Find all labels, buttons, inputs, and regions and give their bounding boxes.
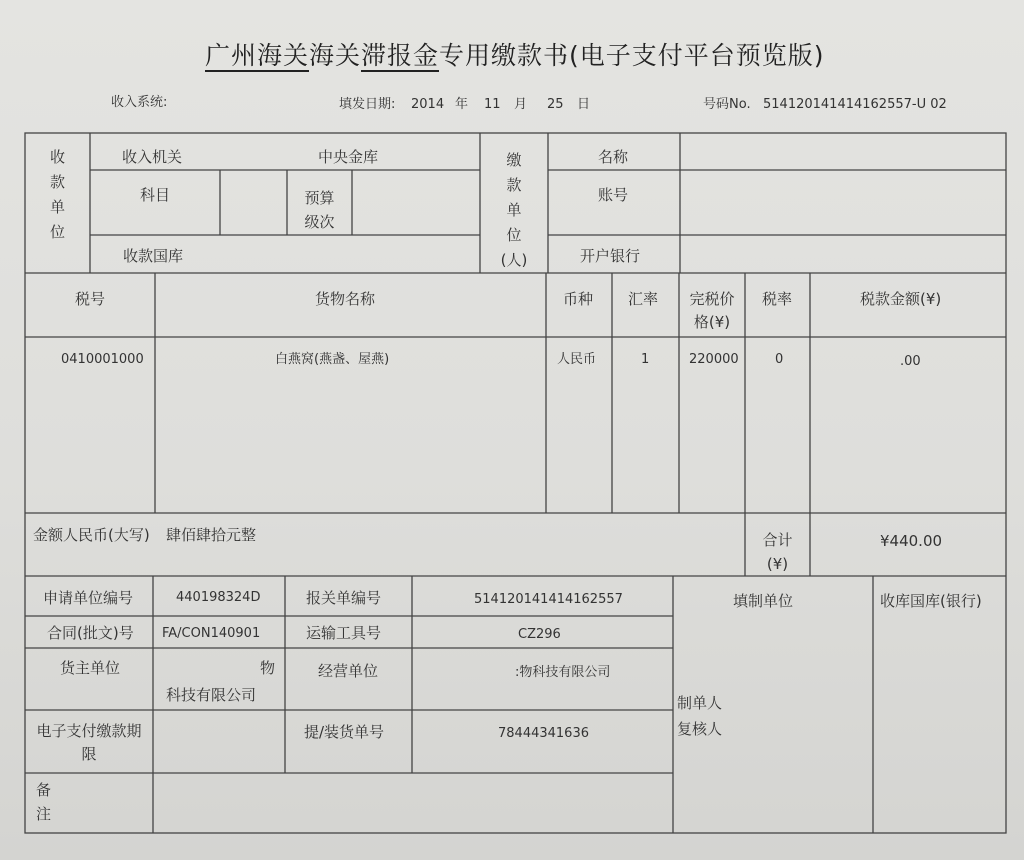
amount-words: 肆佰肆拾元整 [166, 526, 257, 544]
day-unit: 日 [577, 97, 591, 112]
owner-label: 货主单位 [60, 659, 121, 677]
fill-date-label: 填发日期: [339, 97, 396, 112]
title-form-name: 专用缴款书(电子支付平台预览版) [439, 41, 825, 70]
row-exchange-rate: 1 [641, 352, 650, 367]
row-currency: 人民币 [557, 352, 597, 367]
preparer-label: 制单人 [677, 694, 723, 712]
declaration-no-label: 报关单编号 [306, 589, 382, 607]
fill-date-month: 11 [484, 97, 501, 112]
year-unit: 年 [455, 97, 469, 112]
header-exchange-rate: 汇率 [628, 290, 659, 308]
fill-date-year: 2014 [411, 97, 445, 112]
header-tax-amount: 税款金额(¥) [860, 290, 942, 308]
applicant-code: 440198324D [176, 590, 261, 605]
treasury-label: 收款国库 [123, 247, 184, 265]
declaration-no: 514120141414162557 [474, 592, 623, 607]
row-tax-amount: .00 [900, 354, 921, 369]
amount-words-label: 金额人民币(大写) [33, 526, 150, 544]
deadline-label: 电子支付缴款期 限 [36, 722, 142, 763]
income-system-label: 收入系统: [111, 95, 168, 110]
remarks-label: 备 注 [36, 781, 52, 823]
reviewer-label: 复核人 [677, 720, 723, 738]
contract-no: FA/CON140901 [162, 626, 261, 641]
payee-section-label: 收 款 单 位 [49, 148, 65, 241]
header-tax-code: 税号 [75, 290, 106, 308]
owner-line2: 科技有限公司 [166, 686, 257, 704]
row-tax-code: 0410001000 [61, 352, 144, 367]
number-label: 号码No. [703, 97, 751, 112]
payer-account-label: 账号 [598, 186, 629, 204]
title-fee-type: 滞报金 [361, 41, 440, 70]
budget-level-label: 预算 级次 [304, 189, 335, 231]
bill-label: 提/装货单号 [304, 723, 385, 741]
title-customs-name: 广州海关 [205, 41, 310, 70]
row-taxable-price: 220000 [689, 352, 739, 367]
total-label: 合计 (¥) [762, 531, 793, 573]
transport-label: 运输工具号 [306, 624, 382, 642]
income-org-value: 中央金库 [318, 148, 379, 166]
operator-value: :物科技有限公司 [515, 665, 611, 680]
month-unit: 月 [514, 97, 528, 112]
title-customs: 海关 [309, 41, 362, 70]
document-number: 514120141414162557-U 02 [763, 97, 947, 112]
payer-section-label: 缴 款 单 位 (人) [500, 151, 528, 269]
row-goods-name: 白燕窝(燕盏、屋燕) [275, 352, 390, 367]
total-value: ¥440.00 [880, 532, 943, 550]
fill-date-day: 25 [547, 97, 564, 112]
applicant-code-label: 申请单位编号 [43, 589, 134, 607]
income-org-label: 收入机关 [122, 148, 183, 166]
header-taxable-price: 完税价 格(¥) [689, 290, 735, 331]
header-tax-rate: 税率 [762, 290, 793, 308]
payer-bank-label: 开户银行 [580, 247, 641, 265]
subject-label: 科目 [140, 186, 171, 204]
row-tax-rate: 0 [775, 352, 784, 367]
transport-no: CZ296 [518, 627, 561, 642]
owner-line1: 物 [260, 659, 276, 677]
header-goods-name: 货物名称 [315, 290, 376, 308]
treasury-bank-label: 收库国库(银行) [880, 592, 982, 610]
header-currency: 币种 [563, 290, 594, 308]
prepared-unit-label: 填制单位 [733, 592, 794, 610]
payer-name-label: 名称 [598, 148, 629, 166]
operator-label: 经营单位 [318, 662, 379, 680]
contract-label: 合同(批文)号 [47, 624, 134, 642]
bill-no: 78444341636 [498, 726, 589, 741]
